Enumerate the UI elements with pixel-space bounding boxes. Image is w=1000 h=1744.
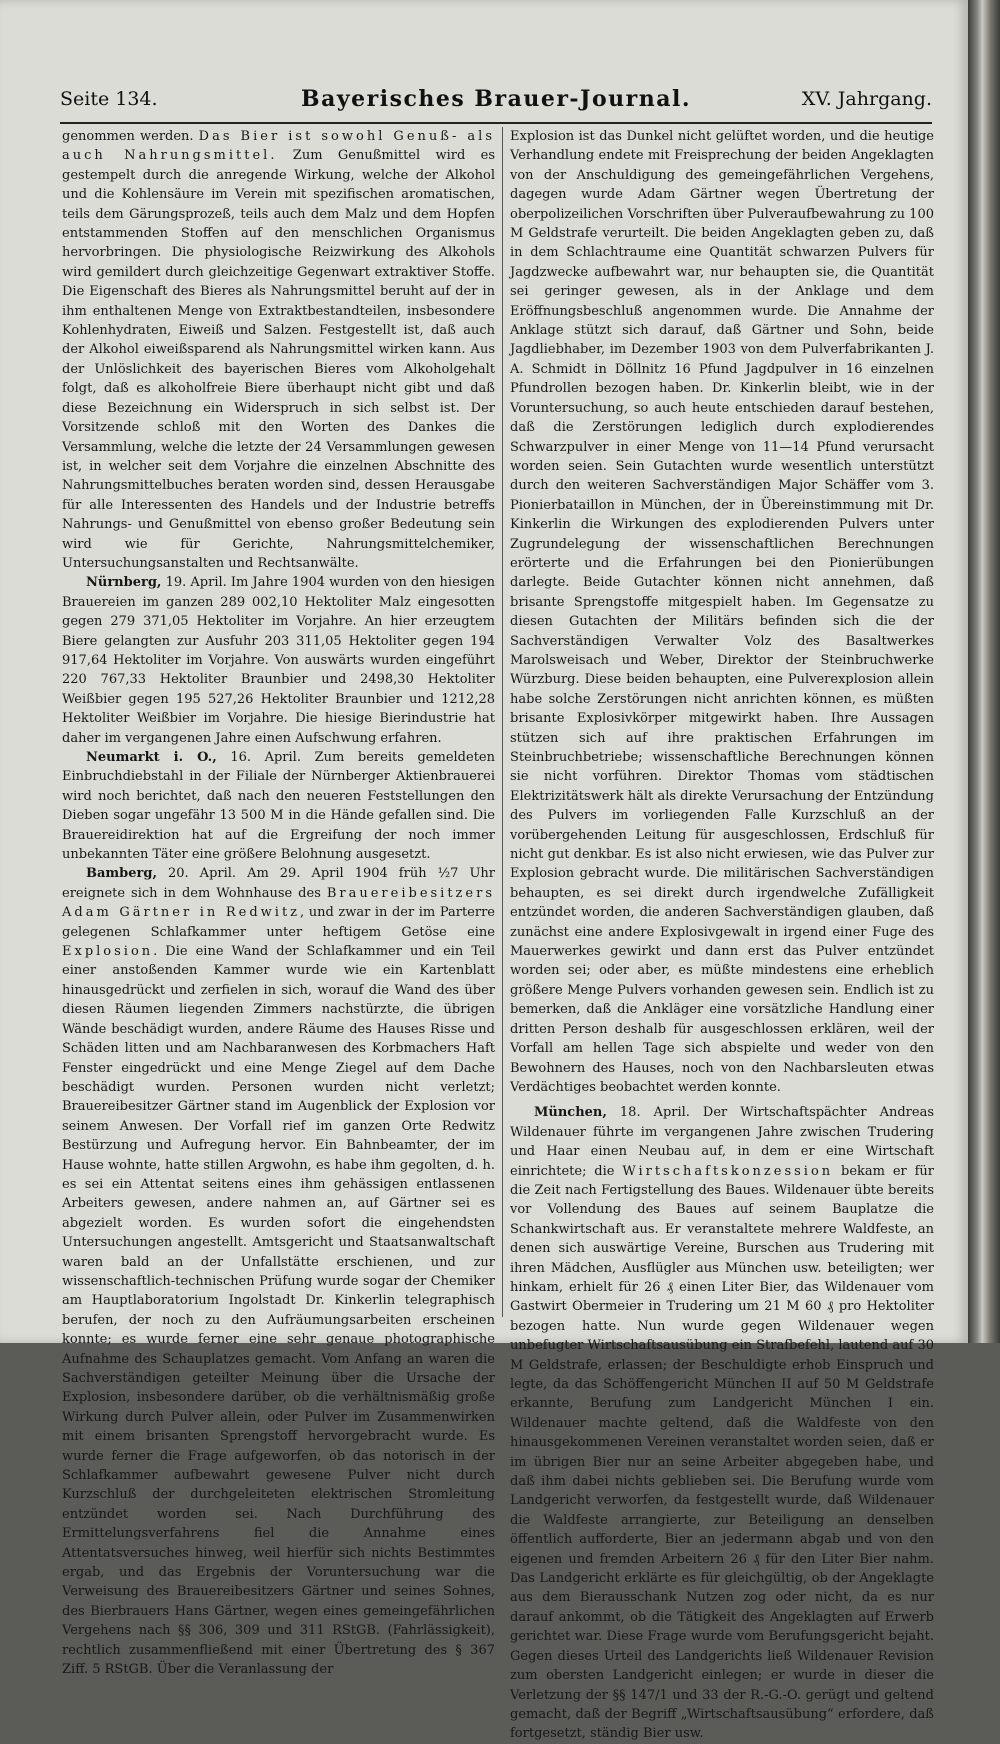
page-number: Seite 134.: [60, 88, 158, 110]
place-heading: Neumarkt i. O.,: [86, 750, 217, 765]
article-continuation: genommen werden. Das Bier ist sowohl Genuß- als auch Nahrungsmittel. Zum Genußmittel wird es gestempelt durch die anregende Wirkung, welche der Alkohol und die Kohlensäure im Verein mit spezifischen aromatischen, teils dem Gärungsprozeß, teils auch dem Malz und dem Hopfen entstammenden Stoffen auf den menschlichen Organismus hervorbringen. Die physiologische Reizwirkung des Alkohols wird gemildert durch gleichzeitige Gegenwart extraktiver Stoffe. Die Eigenschaft des Bieres als Nahrungsmittel beruht auf der in ihm enthaltenen Menge von Extraktbestandteilen, insbesondere Kohlenhydraten, Eiweiß und Salzen. Festgestellt ist, daß auch der Alkohol eiweißsparend als Nahrungsmittel wirken kann. Aus der Unlöslichkeit des bayerischen Bieres vom Alkoholgehalt folgt, daß es alkoholfreie Biere überhaupt nicht gibt und daß diese Bezeichnung ein Widerspruch in sich selbst ist. Der Vorsitzende schloß mit den Worten des Dankes die Versammlung, welche die letzte der 24 Versammlungen gewesen ist, in welcher seit dem Vorjahre die einzelnen Abschnitte des Nahrungsmittelbuches beraten worden sind, dessen Herausgabe für alle Interessenten des Handels und der Industrie betreffs Nahrungs- und Genußmittel von ebenso großer Bedeutung sein wird wie für Gerichte, Nahrungsmittelchemiker, Untersuchungsanstalten und Rechtsanwälte.: [62, 129, 495, 571]
header-rule: [60, 122, 932, 124]
book-edge: [968, 0, 1000, 1343]
right-column: [510, 127, 934, 1742]
place-heading: Bamberg,: [86, 866, 157, 882]
spaced-emphasis: Brauereibesitzers Adam Gärtner in Redwitz: [62, 885, 495, 921]
left-column: [62, 127, 495, 1678]
journal-title: Bayerisches Brauer-Journal.: [301, 86, 691, 112]
volume-label: XV. Jahrgang.: [801, 88, 932, 110]
article-muenchen: München, 18. April. Der Wirtschaftspächter Andreas Wildenauer führte im vergangenen Jahre zwischen Trudering und Haar einen Neubau auf, in dem er eine Wirtschaft einrichtete; die Wirtschaftskonzession bekam er für die Zeit nach Fertigstellung des Baues. Wildenauer übte bereits vor Vollendung des Baues auf seinem Bauplatze die Schankwirtschaft aus. Er veranstaltete mehrere Waldfeste, an denen sich auswärtige Vereine, Burschen aus Trudering mit ihren Mädchen, Ausflügler aus München usw. beteiligten; wer hinkam, erhielt für 26 ₰ einen Liter Bier, das Wildenauer vom Gastwirt Obermeier in Trudering um 21 M 60 ₰ pro Hektoliter bezogen hatte. Nun wurde gegen Wildenauer wegen unbefugter Wirtschaftsausübung ein Strafbefehl, lautend auf 30 M Geldstrafe, erlassen; der Beschuldigte erhob Einspruch und legte, da das Schöffengericht München II auf 50 M Geldstrafe erkannte, Berufung zum Landgericht München I ein. Wildenauer machte geltend, daß die Waldfeste von den hinausgekommenen Vereinen veranstaltet worden seien, daß er im übrigen Bier nur an seine Arbeiter abgegeben habe, und daß ihm dabei nichts geblieben sei. Die Berufung wurde vom Landgericht verworfen, da festgestellt wurde, daß Wildenauer die Waldfeste arrangierte, zur Beteiligung an denselben öffentlich aufforderte, Bier an jedermann abgab und von den eigenen und fremden Arbeitern 26 ₰ für den Liter Bier nahm. Das Landgericht erklärte es für gleichgültig, ob der Angeklagte aus dem Bierausschank Nutzen zog oder nicht, da es nur darauf ankommt, ob die Tätigkeit des Angeklagten auf Erwerb gerichtet war. Diese Frage wurde vom Berufungsgericht bejaht. Gegen dieses Urteil des Landgerichts ließ Wildenauer Revision zum obersten Landgericht einlegen; er wurde in dieser die Verletzung der §§ 147/1 und 33 der R.-G.-O. gerügt und geltend gemacht, daß der Begriff „Wirtschaftsausübung“ erfordere, daß fortgesetzt, ständig Bier usw.: [510, 1105, 934, 1742]
place-heading: München,: [534, 1105, 607, 1121]
article-nuernberg: Nürnberg, 19. April. Im Jahre 1904 wurden von den hiesigen Brauereien im ganzen 289 002,10 Hektoliter Malz eingesotten gegen 279 371,05 Hektoliter im Vorjahre. An hier erzeugtem Biere gelangten zur Ausfuhr 203 311,05 Hektoliter gegen 194 917,64 Hektoliter im Vorjahre. Von auswärts wurden eingeführt 220 767,33 Hektoliter Braunbier und 2498,30 Hektoliter Weißbier gegen 195 527,26 Hektoliter Braunbier und 1212,28 Hektoliter Weißbier im Vorjahre. Die hiesige Bierindustrie hat daher im vergangenen Jahre einen Aufschwung erfahren.: [62, 575, 495, 746]
spaced-emphasis: Das Bier ist sowohl Genuß- als auch Nahrungsmittel.: [62, 129, 495, 164]
spaced-emphasis: Explosion: [62, 944, 154, 960]
page-header: [60, 86, 932, 120]
article-bamberg: Bamberg, 20. April. Am 29. April 1904 früh ½7 Uhr ereignete sich in dem Wohnhause des Brauereibesitzers Adam Gärtner in Redwitz, und zwar in der im Parterre gelegenen Schlafkammer unter heftigem Getöse eine Explosion. Die eine Wand der Schlafkammer und ein Teil einer anstoßenden Kammer wurde wie ein Kartenblatt hinausgedrückt und zerfielen in sich, worauf die Wand des über diesen Räumen liegenden Zimmers nachstürzte, die übrigen Wände beschädigt wurden, andere Räume des Hauses Risse und Schäden litten und am Nachbaranwesen des Korbmachers Haft Fenster eingedrückt und eine Menge Ziegel auf dem Dache beschädigt wurden. Personen wurden nicht verletzt; Brauereibesitzer Gärtner stand im Augenblick der Explosion vor seinem Anwesen. Der Vorfall rief im ganzen Orte Redwitz Bestürzung und Aufregung hervor. Ein Bahnbeamter, der im Hause wohnte, hatte stillen Argwohn, es habe ihm gegolten, d. h. es sei ein Attentat seitens eines ihm gehässigen entlassenen Arbeiters gewesen, andere nahmen an, auf Gärtner sei es abgezielt worden. Es wurden sofort die eingehendsten Untersuchungen angestellt. Amtsgericht und Staatsanwaltschaft waren bald an der Unfallstätte erschienen, und zur wissenschaftlich-technischen Prüfung wurde sogar der Chemiker am Hauptlaboratorium Ingolstadt Dr. Kinkerlin telegraphisch berufen, der noch zu den Aufräumungsarbeiten erscheinen konnte; es wurde ferner eine sehr genaue photographische Aufnahme des Schauplatzes gemacht. Vom Anfang an waren die Sachverständigen geteilter Meinung über die Ursache der Explosion, insbesondere darüber, ob die verhältnismäßig große Wirkung durch Pulver allein, oder Pulver im Zusammenwirken mit einem brisanten Sprengstoff hervorgebracht wurde. Es wurde ferner die Frage aufgeworfen, ob das notorisch in der Schlafkammer aufbewahrt gewesene Pulver nicht durch Kurzschluß der durchgeleiteten elektrischen Stromleitung entzündet worden sei. Nach Durchführung des Ermittelungsverfahrens fiel die Annahme eines Attentatsversuches hinweg, weil hierfür sich nichts Bestimmtes ergab, und das Ergebnis der Voruntersuchung war die Verweisung des Brauereibesitzers Gärtner und seines Sohnes, des Bierbrauers Hans Gärtner, wegen eines gemeingefährlichen Vergehens nach §§ 306, 309 und 311 RStGB. (Fahrlässigkeit), rechtlich zusammenfließend mit einer Übertretung des § 367 Ziff. 5 RStGB. Über die Veranlassung der: [62, 866, 495, 1678]
place-heading: Nürnberg,: [86, 575, 162, 591]
article-neumarkt: Neumarkt i. O., 16. April. Zum bereits gemeldeten Einbruchdiebstahl in der Filiale der Nürnberger Aktienbrauerei wird noch berichtet, daß nach den neueren Feststellungen den Dieben sogar ungefähr 13 500 M in die Hände gefallen sind. Die Brauereidirektion hat auf die Ergreifung der noch immer unbekannten Täter eine größere Belohnung ausgesetzt.: [62, 750, 495, 863]
article-bamberg-continued: Explosion ist das Dunkel nicht gelüftet worden, und die heutige Verhandlung endete mit Freisprechung der beiden Angeklagten von der Anschuldigung des gemeingefährlichen Vergehens, dagegen wurde Adam Gärtner wegen Übertretung der oberpolizeilichen Vorschriften über Pulveraufbewahrung zu 100 M Geldstrafe verurteilt. Die beiden Angeklagten geben zu, daß in dem Schlachtraume eine Quantität schwarzen Pulvers für Jagdzwecke aufbewahrt war, nur behaupten sie, die Quantität sei geringer gewesen, als in der Anklage und dem Eröffnungsbeschluß angenommen wurde. Die Annahme der Anklage stützt sich darauf, daß Gärtner und Sohn, beide Jagdliebhaber, im Dezember 1903 von dem Pulverfabrikanten J. A. Schmidt in Döllnitz 16 Pfund Jagdpulver in 16 einzelnen Pfundrollen bezogen haben. Dr. Kinkerlin bleibt, wie in der Voruntersuchung, so auch heute entschieden darauf bestehen, daß die Zerstörungen lediglich durch explodierendes Schwarzpulver in einer Menge von 11—14 Pfund verursacht worden seien. Sein Gutachten wurde wesentlich unterstützt durch den weiteren Sachverständigen Major Schäffer vom 3. Pionierbataillon in München, der in Übereinstimmung mit Dr. Kinkerlin die Wirkungen des explodierenden Pulvers unter Zugrundelegung der wissenschaftlichen Berechnungen erörterte und die Erfahrungen bei den Pionierübungen darlegte. Beide Gutachter können nicht annehmen, daß brisante Sprengstoffe mitgespielt haben. Im Gegensatze zu diesen Gutachten der Militärs befinden sich die der Sachverständigen Verwalter Volz des Basaltwerkes Marolsweisach und Weber, Direktor der Steinbruchwerke Würzburg. Diese beiden behaupten, eine Pulverexplosion allein habe solche Zerstörungen nicht anrichten können, es müßten brisante Explosivkörper mitgewirkt haben. Ihre Aussagen stützen sich auf ihre praktischen Erfahrungen im Steinbruchbetriebe; wissenschaftliche Berechnungen können sie nicht vorführen. Direktor Thomas vom städtischen Elektrizitätswerk hält als direkte Verursachung der Entzündung des Pulvers im vorliegenden Falle Kurzschluß an der vorübergehenden Leitung für ausgeschlossen, Erdschluß für nicht gut denkbar. Es ist also nicht erwiesen, wie das Pulver zur Explosion gebracht wurde. Die militärischen Sachverständigen behaupten, es sei direkt durch irgendwelche Zufälligkeit entzündet worden, die anderen Sachverständigen glauben, daß zunächst eine andere Explosivgewalt in irgend einer Fuge des Mauerwerkes gewirkt und dann erst das Pulver entzündet worden sei; oder aber, es müßte mindestens eine erheblich größere Menge Pulvers vorhanden gewesen sein. Endlich ist zu bemerken, daß die Ankläger eine vorsätzliche Handlung einer dritten Person deshalb für ausgeschlossen erklären, weil der Vorfall am hellen Tage sich abspielte und weder von den Bewohnern des Hauses, noch von den Nachbarsleuten etwas Verdächtiges beobachtet werden konnte.: [510, 129, 934, 1095]
column-divider: [502, 127, 503, 1317]
spaced-emphasis: Wirtschaftskonzession: [622, 1163, 834, 1179]
